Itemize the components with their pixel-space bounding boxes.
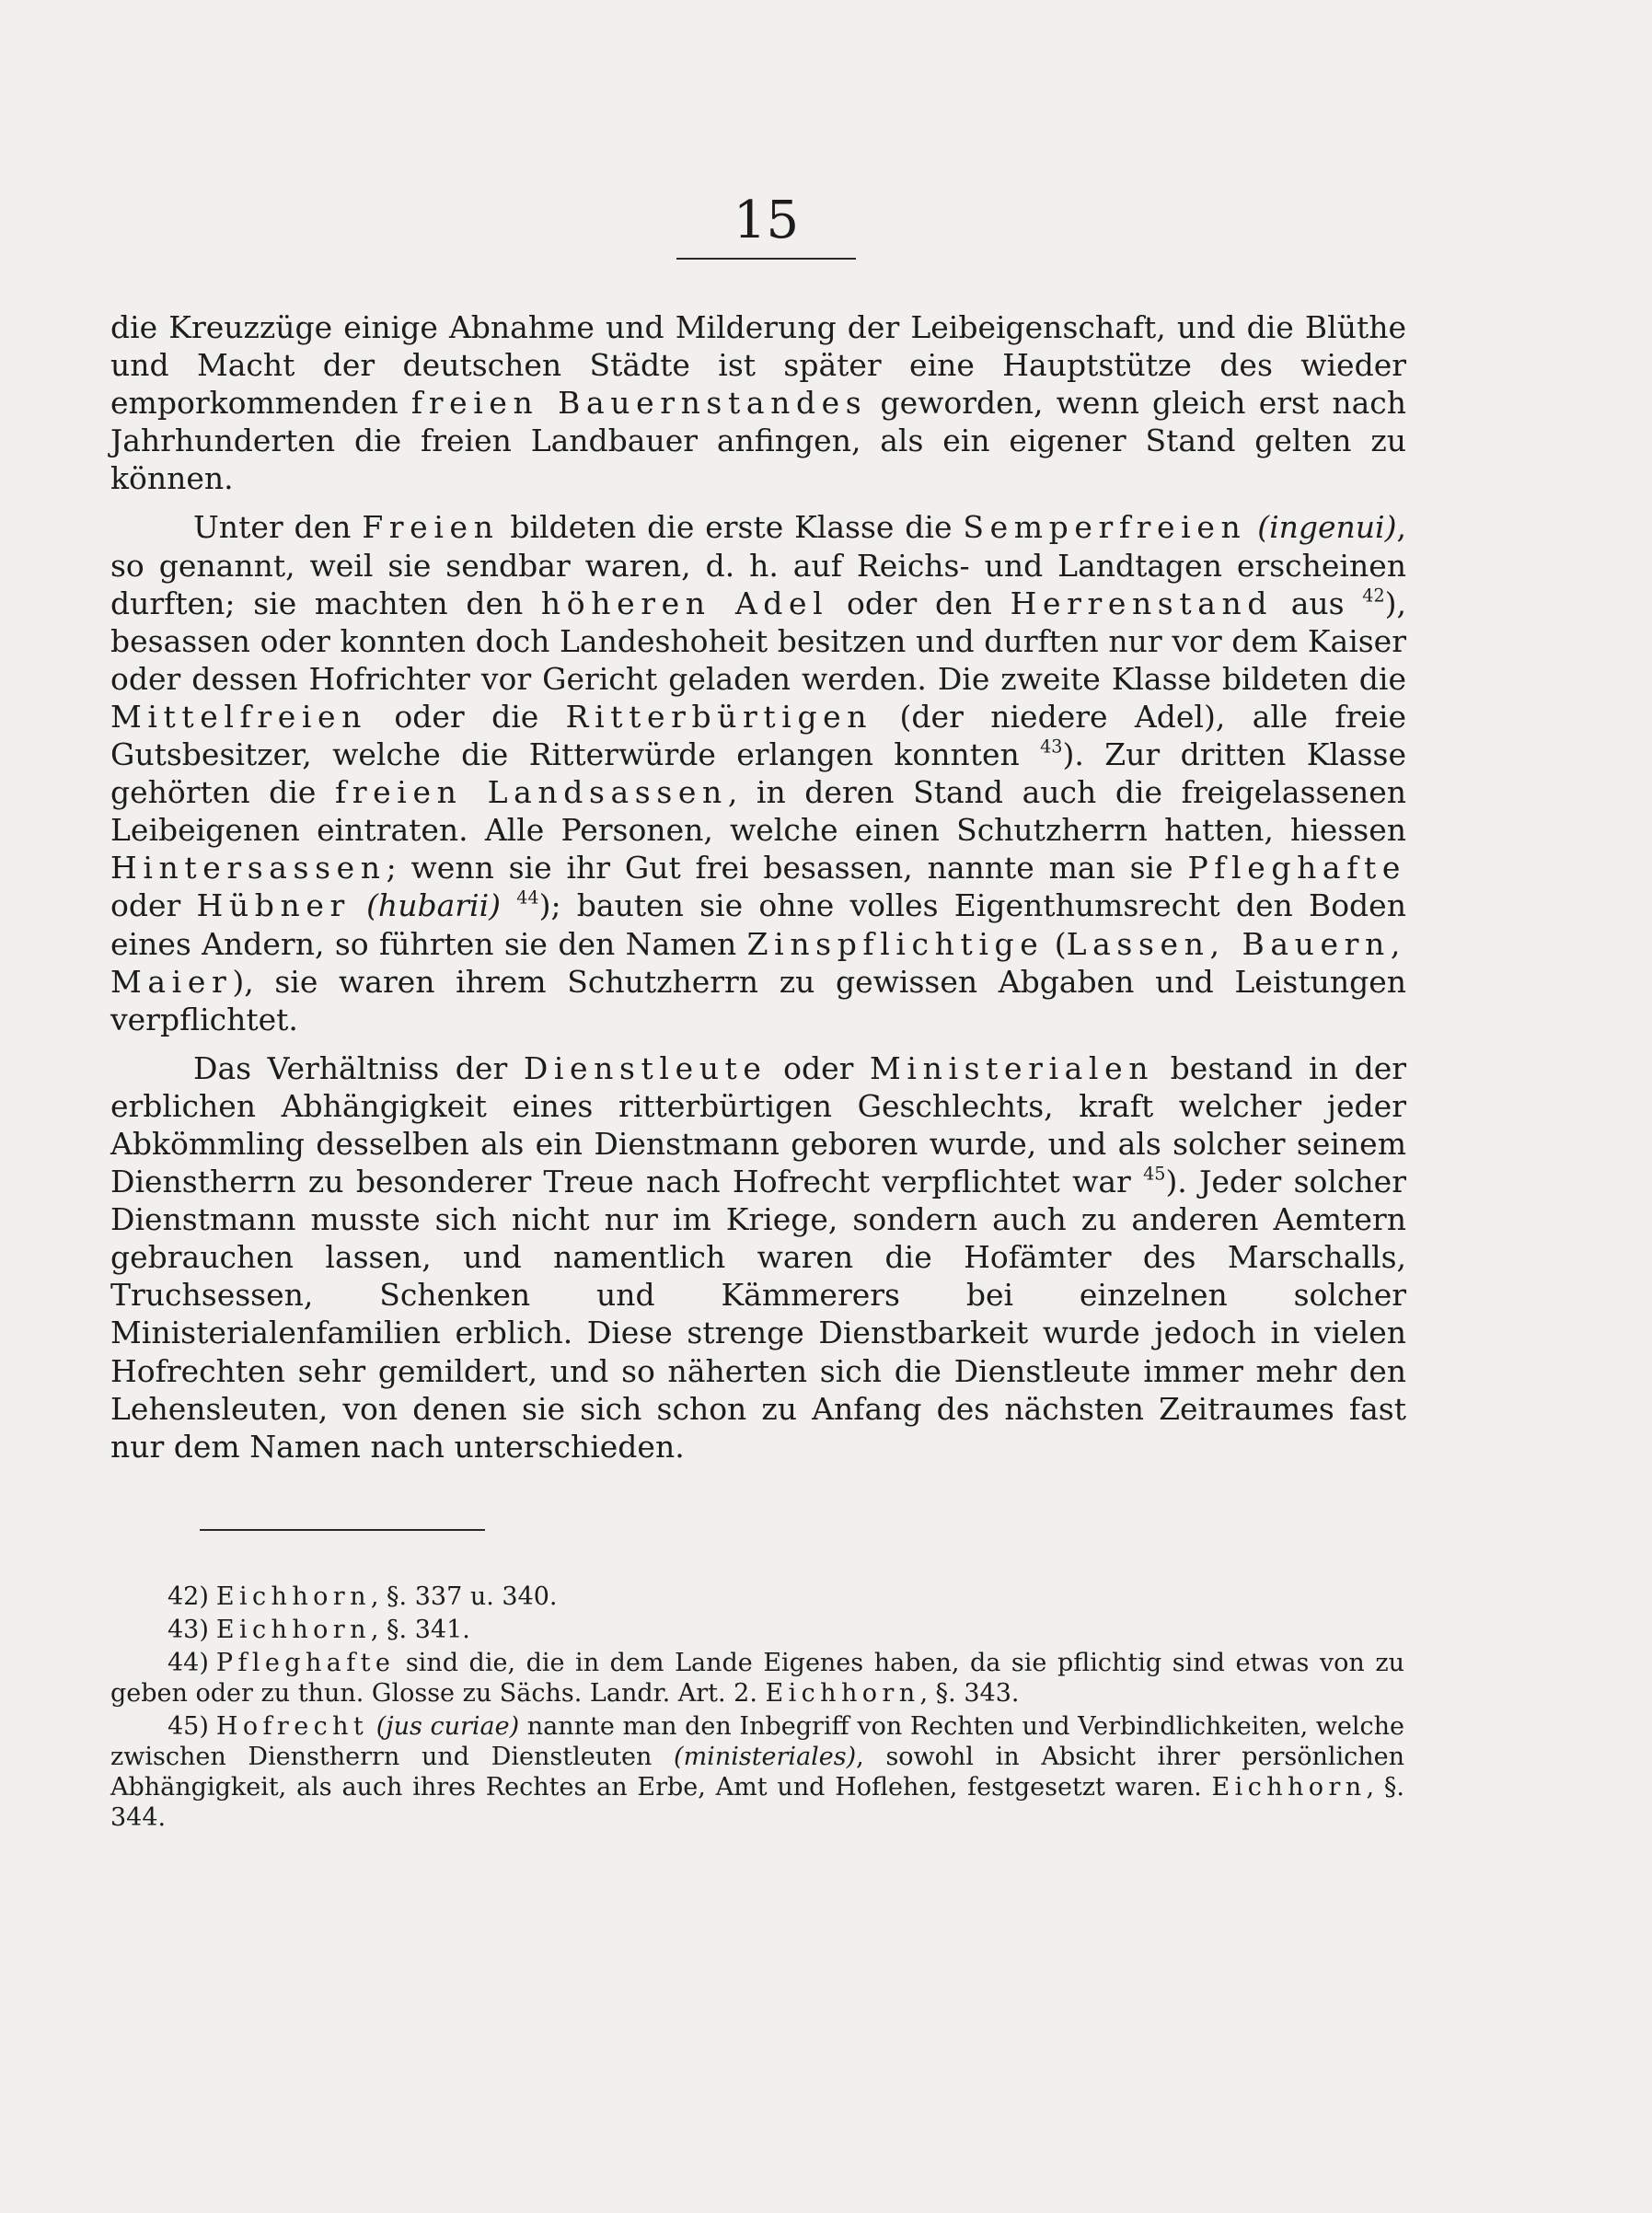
text-run: , §. 341. bbox=[370, 1616, 470, 1644]
spaced-term: Semperfreien bbox=[963, 509, 1247, 546]
spaced-term: Zinspflichtige bbox=[746, 925, 1045, 962]
text-run: ( bbox=[1044, 925, 1067, 962]
spaced-term: Hintersassen bbox=[110, 850, 387, 886]
latin-term: (hubarii) bbox=[366, 887, 502, 924]
spaced-term: Pfleghafte bbox=[1187, 850, 1406, 886]
paragraph-1 bbox=[110, 308, 1406, 497]
text-run bbox=[501, 887, 516, 923]
spaced-term: Eichhorn bbox=[215, 1582, 371, 1611]
spaced-term: Freien bbox=[362, 509, 500, 546]
text-run: oder die bbox=[367, 698, 566, 735]
text-run: die Kreuzzüge einige Abnahme und Milderung der Leibeigenschaft, und die Blüthe und Macht der deutschen Städte ist später eine Hauptstütze des wieder emporkommenden bbox=[110, 309, 1406, 422]
spaced-term: Mittelfreien bbox=[110, 698, 368, 735]
latin-term: (ministeriales) bbox=[674, 1743, 857, 1771]
text-run: oder den bbox=[828, 585, 1011, 621]
spaced-term: freien Landsassen bbox=[334, 774, 728, 811]
spaced-term: Ministerialen bbox=[870, 1049, 1155, 1086]
footnote-ref: 42 bbox=[1362, 585, 1385, 607]
main-text bbox=[110, 308, 1406, 1466]
footnote-rule bbox=[200, 1529, 485, 1531]
text-run: ). Jeder solcher Dienstmann musste sich nicht nur im Kriege, sondern auch zu anderen Aemtern gebrauchen lassen, und namentlich waren die Hofämter des Marschalls, Truchsessen, Schenken und Kämmerers bei einzelnen solcher Ministerialenfamilien erblich. Diese strenge Dienstbarkeit wurde jedoch in vielen Hofrechten sehr gemildert, und so näherten sich die Dienstleute immer mehr den Lehensleuten, von denen sie sich schon zu Anfang des nächsten Zeitraumes fast nur dem Namen nach unterschieden. bbox=[110, 1164, 1406, 1465]
spaced-term: Eichhorn bbox=[215, 1616, 371, 1644]
text-run: , so genannt, weil sie sendbar waren, d. h. auf Reichs- und Landtagen erscheinen durften; sie machten den bbox=[110, 509, 1406, 621]
spaced-term: Lassen, Bauern, Maier bbox=[110, 925, 1406, 1000]
spaced-term: Pfleghafte bbox=[215, 1649, 396, 1677]
footnote-number: 44) bbox=[168, 1649, 209, 1677]
latin-term: (jus curiae) bbox=[375, 1712, 520, 1741]
spaced-term: Herrenstand bbox=[1010, 585, 1274, 621]
spaced-term: Hofrecht bbox=[215, 1712, 369, 1741]
footnote-44 bbox=[110, 1648, 1404, 1709]
text-run: bestand in der erblichen Abhängigkeit eines ritterbürtigen Geschlechts, kraft welcher jeder Abkömmling desselben als ein Dienstmann geboren wurde, und als solcher seinem Dienstherrn zu besonderer Treue nach Hofrecht verpflichtet war bbox=[110, 1049, 1407, 1200]
footnote-number: 45) bbox=[168, 1712, 209, 1741]
text-run: ); bauten sie ohne volles Eigenthumsrecht den Boden eines Andern, so führten sie den Namen bbox=[110, 887, 1406, 962]
spaced-term: Hübner bbox=[196, 887, 351, 924]
latin-term: (ingenui) bbox=[1257, 509, 1397, 546]
text-run: Unter den bbox=[193, 509, 363, 546]
footnote-42 bbox=[110, 1582, 1404, 1612]
footnote-ref: 43 bbox=[1040, 736, 1063, 758]
footnote-ref: 45 bbox=[1143, 1163, 1166, 1185]
text-run: bildeten die erste Klasse die bbox=[499, 509, 964, 546]
footnote-43 bbox=[110, 1615, 1404, 1645]
text-run: ; wenn sie ihr Gut frei besassen, nannte man sie bbox=[386, 850, 1188, 886]
footnote-45 bbox=[110, 1711, 1404, 1833]
spaced-term: Eichhorn bbox=[1211, 1773, 1367, 1802]
footnotes bbox=[110, 1582, 1404, 1833]
page-number-rule bbox=[676, 258, 856, 260]
text-run: , §. 344. bbox=[110, 1773, 1405, 1832]
spaced-term: höheren Adel bbox=[540, 585, 829, 621]
text-run: ). Zur dritten Klasse gehörten die bbox=[110, 736, 1406, 811]
footnote-ref: 44 bbox=[516, 887, 539, 910]
text-run: , §. 343. bbox=[919, 1679, 1020, 1708]
text-run: Das Verhältniss der bbox=[193, 1049, 524, 1086]
text-run: nannte man den Inbegriff von Rechten und Verbindlichkeiten, welche zwischen Dienstherrn und Dienstleuten bbox=[110, 1712, 1404, 1771]
spaced-term: Eichhorn bbox=[765, 1679, 920, 1708]
text-run: (der niedere Adel), alle freie Gutsbesitzer, welche die Ritterwürde erlangen konnten bbox=[110, 698, 1406, 773]
spaced-term: freien Bauernstandes bbox=[410, 385, 868, 422]
text-run: sind die, die in dem Lande Eigenes haben, da sie pflichtig sind etwas von zu geben oder zu thun. Glosse zu Sächs. Landr. Art. 2. bbox=[110, 1649, 1404, 1708]
paragraph-2 bbox=[110, 508, 1406, 1037]
text-run: , §. 337 u. 340. bbox=[370, 1582, 558, 1611]
text-run: , in deren Stand auch die freigelassenen Leibeigenen eintraten. Alle Personen, welche einen Schutzherrn hatten, hiessen bbox=[110, 774, 1407, 849]
paragraph-3 bbox=[110, 1049, 1406, 1466]
text-run: ), besassen oder konnten doch Landeshoheit besitzen und durften nur vor dem Kaiser oder dessen Hofrichter vor Gericht geladen werden. Die zweite Klasse bildeten die bbox=[110, 585, 1406, 697]
text-run: oder bbox=[110, 887, 197, 924]
page-number: 15 bbox=[733, 191, 800, 250]
text-run: aus bbox=[1273, 585, 1363, 621]
text-run: , sowohl in Absicht ihrer persönlichen Abhängigkeit, als auch ihres Rechtes an Erbe, Amt und Hoflehen, festgesetzt waren. bbox=[110, 1743, 1405, 1802]
footnote-number: 43) bbox=[168, 1616, 209, 1644]
text-run: oder bbox=[767, 1049, 871, 1086]
spaced-term: Ritterbürtigen bbox=[565, 698, 873, 735]
text-run: geworden, wenn gleich erst nach Jahrhunderten die freien Landbauer anfingen, als ein eigener Stand gelten zu können. bbox=[110, 385, 1407, 497]
text-run: ), sie waren ihrem Schutzherrn zu gewissen Abgaben und Leistungen verpflichtet. bbox=[110, 963, 1406, 1037]
footnote-number: 42) bbox=[168, 1582, 209, 1611]
spaced-term: Dienstleute bbox=[523, 1049, 768, 1086]
